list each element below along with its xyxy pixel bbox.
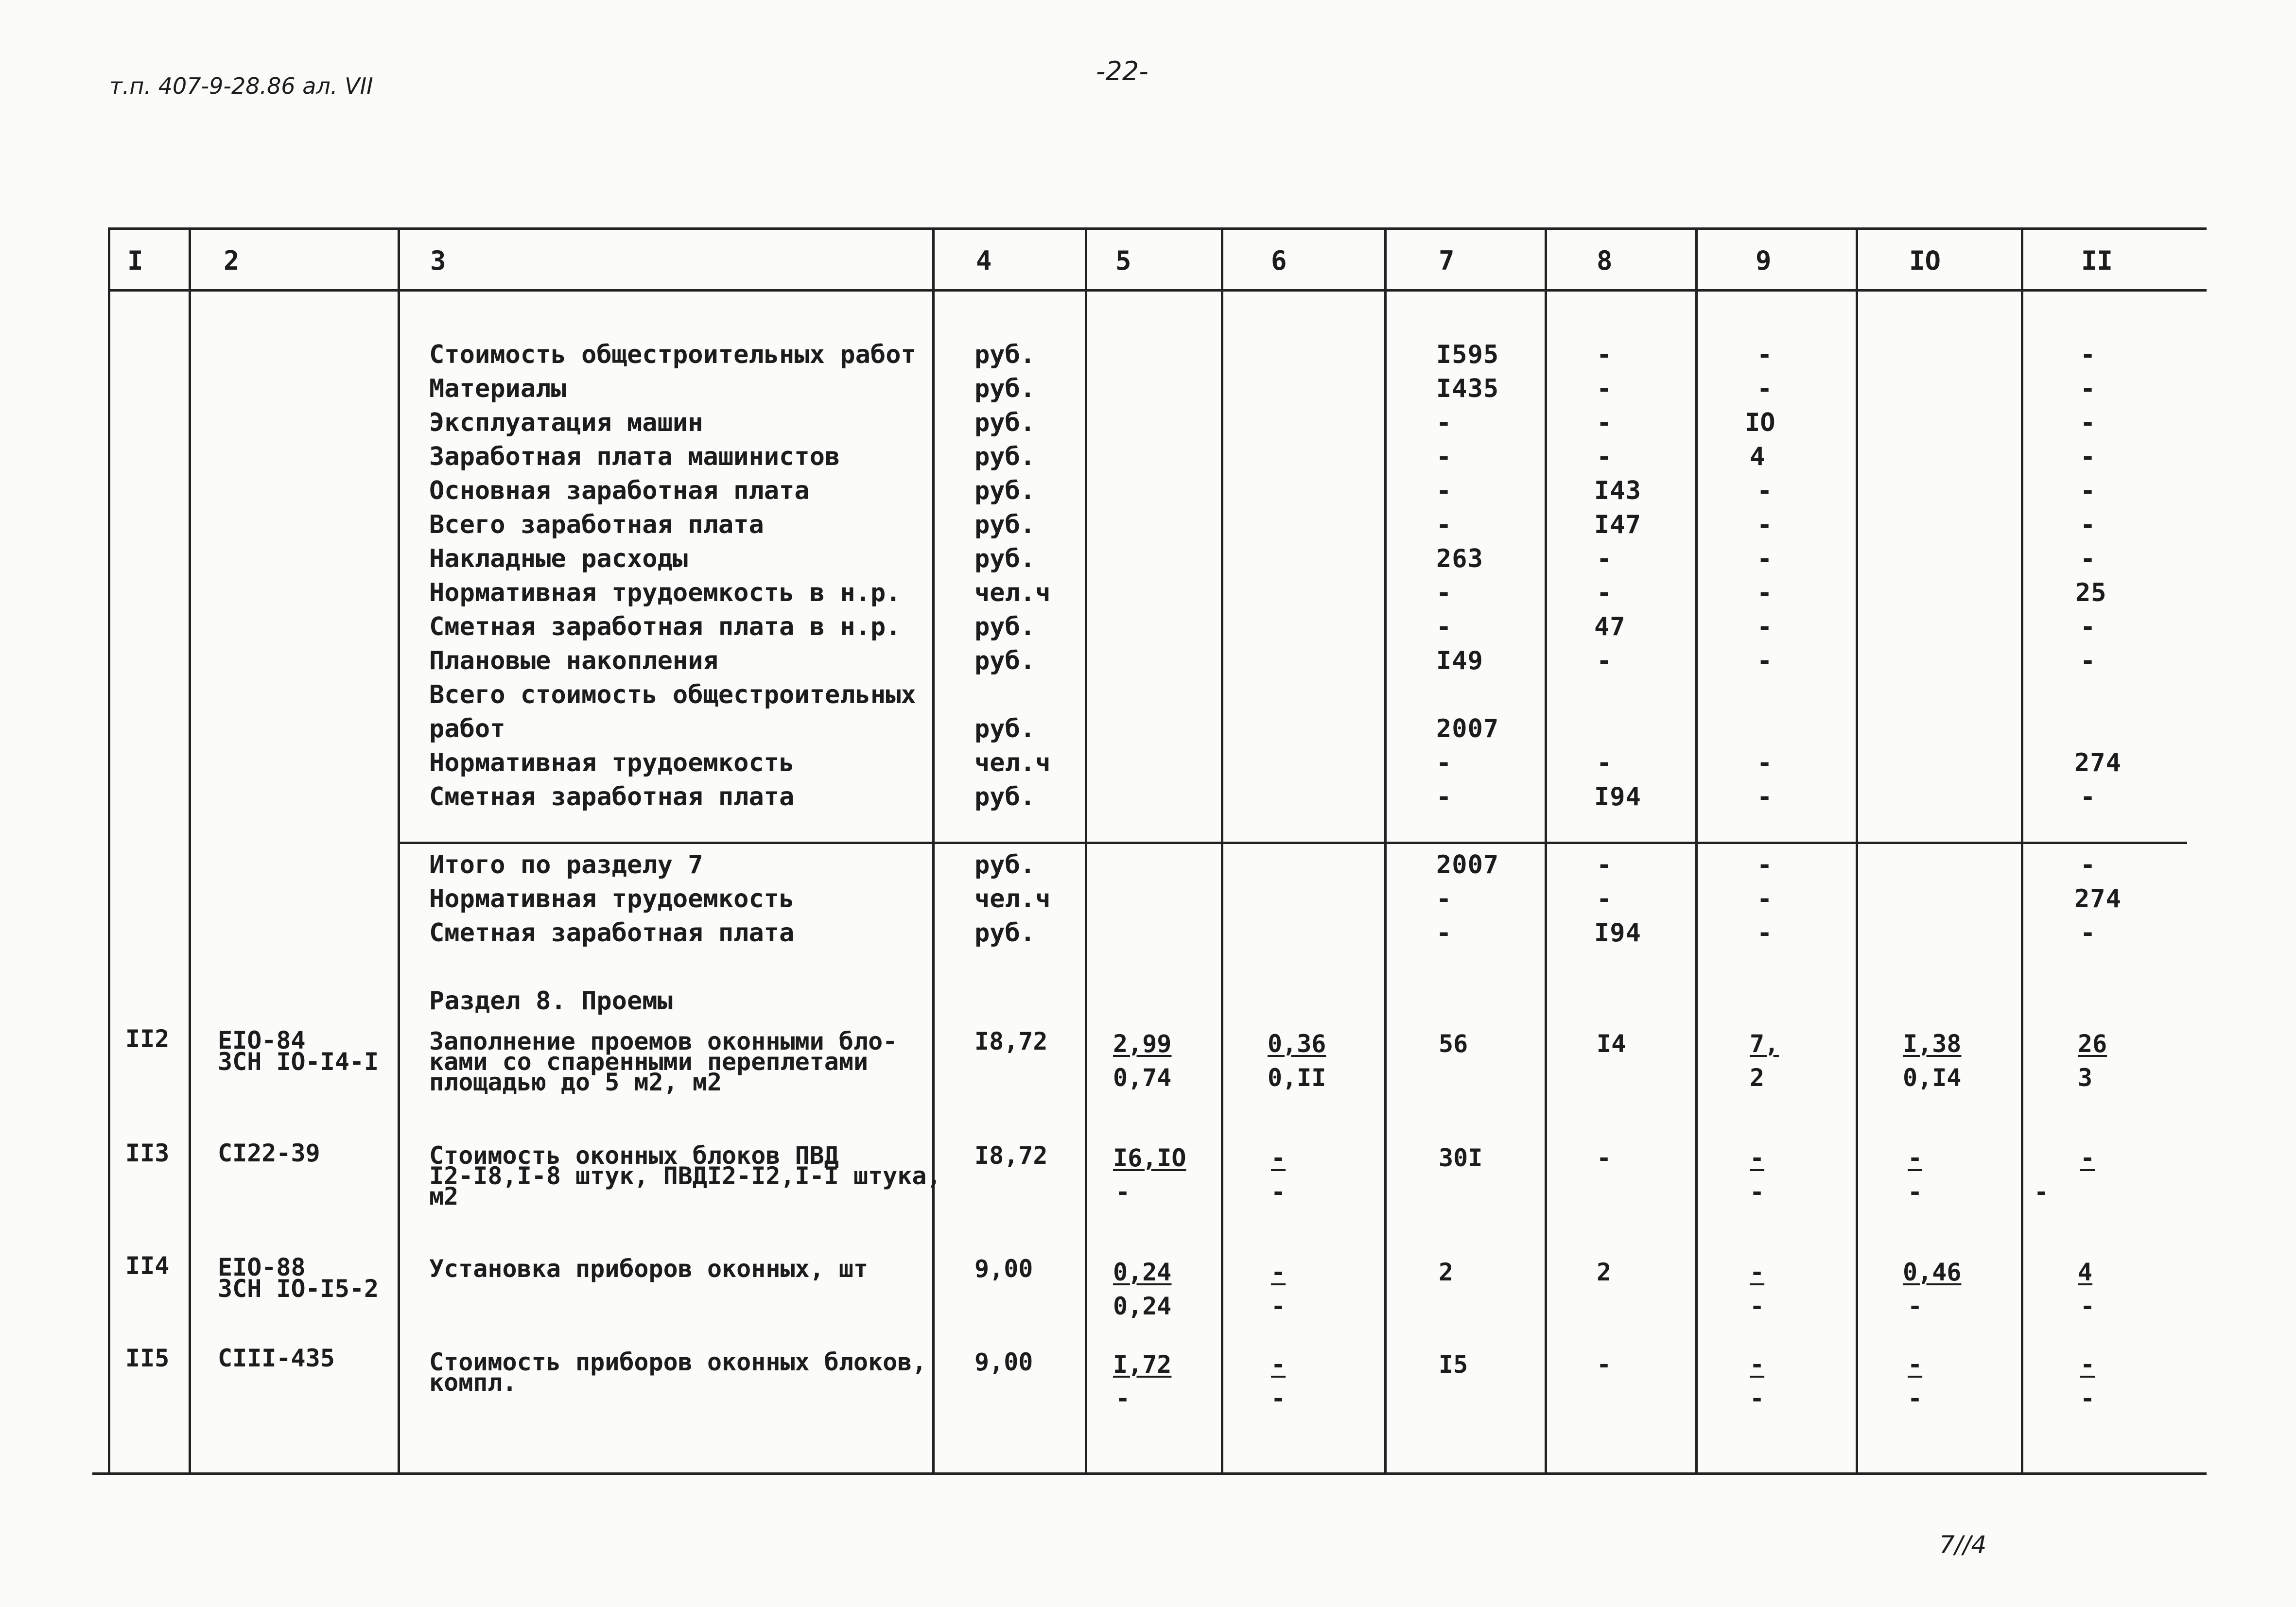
col8-value: - bbox=[1597, 374, 1612, 403]
col9-bottom: - bbox=[1750, 1292, 1765, 1320]
col9-top: - bbox=[1750, 1144, 1765, 1172]
col6-bottom: - bbox=[1271, 1292, 1286, 1320]
cost-item-name: работ bbox=[429, 714, 505, 743]
col6-top: 0,36 bbox=[1268, 1030, 1326, 1058]
unit-wage: 0,24 bbox=[1113, 1292, 1172, 1320]
col9-value: - bbox=[1757, 578, 1773, 607]
item-code: EIO-84 bbox=[218, 1026, 306, 1054]
col9-bottom: 2 bbox=[1750, 1064, 1765, 1092]
col7-value: 2007 bbox=[1436, 714, 1499, 743]
cost-item-name: Нормативная трудоемкость bbox=[429, 748, 795, 778]
col8-value: - bbox=[1597, 884, 1612, 914]
col9-value: - bbox=[1757, 884, 1773, 914]
col7-value: 263 bbox=[1436, 544, 1483, 573]
unit: руб. bbox=[974, 374, 1036, 403]
col11-value: - bbox=[2080, 646, 2096, 675]
col6-top: - bbox=[1271, 1350, 1286, 1379]
col6-top: - bbox=[1271, 1258, 1286, 1286]
unit-wage: - bbox=[1115, 1178, 1131, 1206]
col7-value: I5 bbox=[1439, 1350, 1468, 1379]
cost-item-name: Сметная заработная плата в н.р. bbox=[429, 612, 901, 641]
col7-value: - bbox=[1436, 782, 1452, 812]
item-number: II3 bbox=[125, 1139, 170, 1167]
unit-cost: I6,IO bbox=[1113, 1144, 1186, 1172]
header-col-7: 7 bbox=[1439, 245, 1455, 276]
section8-title: Раздел 8. Проемы bbox=[429, 986, 673, 1016]
unit-cost: 2,99 bbox=[1113, 1030, 1172, 1058]
col8-value: - bbox=[1597, 544, 1612, 573]
total-item-name: Нормативная трудоемкость bbox=[429, 884, 795, 914]
col-border-10 bbox=[2021, 227, 2023, 1472]
header-col-10: IO bbox=[1909, 245, 1941, 276]
cost-item-name: Всего заработная плата bbox=[429, 510, 764, 539]
unit: руб. bbox=[974, 646, 1036, 675]
unit: руб. bbox=[974, 714, 1036, 743]
col10-top: - bbox=[1908, 1350, 1923, 1379]
unit: чел.ч bbox=[974, 748, 1051, 778]
col11-bottom: - bbox=[2034, 1178, 2049, 1206]
col11-bottom: 3 bbox=[2078, 1064, 2093, 1092]
col9-value: IO bbox=[1745, 408, 1775, 437]
col8-value: - bbox=[1597, 850, 1612, 880]
table-bottom-rule bbox=[92, 1472, 2207, 1475]
col9-value: 4 bbox=[1750, 442, 1765, 471]
unit: руб. bbox=[974, 782, 1036, 812]
col9-value: - bbox=[1757, 374, 1773, 403]
col-border-5 bbox=[1221, 227, 1223, 1472]
col11-value: 274 bbox=[2074, 884, 2122, 914]
item-number: II2 bbox=[125, 1025, 170, 1053]
item-quantity: 9,00 bbox=[974, 1348, 1033, 1376]
col9-bottom: - bbox=[1750, 1384, 1765, 1413]
col8-value: - bbox=[1597, 748, 1612, 778]
header-col-6: 6 bbox=[1271, 245, 1287, 276]
col8-value: - bbox=[1597, 442, 1612, 471]
item-description-line: Заполнение проемов оконными бло- bbox=[429, 1027, 898, 1055]
col10-bottom: - bbox=[1908, 1384, 1923, 1413]
col11-value: - bbox=[2080, 408, 2096, 437]
col7-value: I49 bbox=[1436, 646, 1483, 675]
cost-item-name: Всего стоимость общестроительных bbox=[429, 680, 916, 709]
col9-top: - bbox=[1750, 1350, 1765, 1379]
col-border-3 bbox=[932, 227, 935, 1472]
item-description-line: Стоимость оконных блоков ПВД bbox=[429, 1141, 839, 1170]
col8-value: I43 bbox=[1594, 476, 1641, 505]
col11-value: - bbox=[2080, 442, 2096, 471]
header-col-1: I bbox=[127, 245, 143, 276]
col7-value: - bbox=[1436, 748, 1452, 778]
col8-value: - bbox=[1597, 340, 1612, 369]
unit: руб. bbox=[974, 408, 1036, 437]
item-quantity: I8,72 bbox=[974, 1141, 1048, 1170]
col7-value: I435 bbox=[1436, 374, 1499, 403]
header-col-3: 3 bbox=[430, 245, 446, 276]
col8-value: - bbox=[1597, 408, 1612, 437]
col7-value: - bbox=[1436, 884, 1452, 914]
col-border-6 bbox=[1384, 227, 1387, 1472]
col10-bottom: 0,I4 bbox=[1903, 1064, 1962, 1092]
cost-item-name: Плановые накопления bbox=[429, 646, 718, 675]
col10-top: - bbox=[1908, 1144, 1923, 1172]
col11-value: - bbox=[2080, 340, 2096, 369]
cost-item-name: Материалы bbox=[429, 374, 566, 403]
col8-value: I94 bbox=[1594, 782, 1641, 812]
item-code: CIII-435 bbox=[218, 1344, 335, 1372]
col7-value: 56 bbox=[1439, 1030, 1468, 1058]
item-code: CI22-39 bbox=[218, 1139, 320, 1167]
col7-value: - bbox=[1436, 612, 1452, 641]
col9-top: 7, bbox=[1750, 1030, 1779, 1058]
unit-wage: 0,74 bbox=[1113, 1064, 1172, 1092]
col9-bottom: - bbox=[1750, 1178, 1765, 1206]
col9-top: - bbox=[1750, 1258, 1765, 1286]
cost-item-name: Нормативная трудоемкость в н.р. bbox=[429, 578, 901, 607]
col11-top: 4 bbox=[2078, 1258, 2093, 1286]
col9-value: - bbox=[1757, 612, 1773, 641]
col10-bottom: - bbox=[1908, 1178, 1923, 1206]
header-col-9: 9 bbox=[1756, 245, 1772, 276]
unit: руб. bbox=[974, 918, 1036, 948]
col11-top: 26 bbox=[2078, 1030, 2107, 1058]
total-item-name: Итого по разделу 7 bbox=[429, 850, 703, 880]
col-border-9 bbox=[1856, 227, 1858, 1472]
header-col-11: II bbox=[2081, 245, 2113, 276]
col8-value: - bbox=[1597, 1350, 1612, 1379]
col11-bottom: - bbox=[2080, 1292, 2095, 1320]
item-description-line: м2 bbox=[429, 1182, 459, 1210]
col7-value: - bbox=[1436, 578, 1452, 607]
col7-value: - bbox=[1436, 442, 1452, 471]
unit: руб. bbox=[974, 850, 1036, 880]
col11-top: - bbox=[2080, 1350, 2095, 1379]
col8-value: I94 bbox=[1594, 918, 1641, 948]
col9-value: - bbox=[1757, 476, 1773, 505]
cost-item-name: Стоимость общестроительных работ bbox=[429, 340, 916, 369]
item-description-line: площадью до 5 м2, м2 bbox=[429, 1068, 722, 1096]
col7-value: 2007 bbox=[1436, 850, 1499, 880]
col-border-1 bbox=[189, 227, 191, 1472]
item-description-line: I2-I8,I-8 штук, ПВДI2-I2,I-I штука, bbox=[429, 1162, 941, 1190]
col7-value: 30I bbox=[1439, 1144, 1483, 1172]
item-code-secondary: ЗСН IO-I4-I bbox=[218, 1048, 379, 1076]
item-code: EIO-88 bbox=[218, 1253, 306, 1281]
item-quantity: 9,00 bbox=[974, 1255, 1033, 1283]
col10-bottom: - bbox=[1908, 1292, 1923, 1320]
subtotal-rule bbox=[399, 842, 2187, 844]
header-col-5: 5 bbox=[1115, 245, 1131, 276]
col7-value: - bbox=[1436, 476, 1452, 505]
col11-value: - bbox=[2080, 510, 2096, 539]
item-code-secondary: ЗСН IO-I5-2 bbox=[218, 1275, 379, 1303]
col11-value: 25 bbox=[2075, 578, 2107, 607]
item-quantity: I8,72 bbox=[974, 1027, 1048, 1055]
cost-item-name: Заработная плата машинистов bbox=[429, 442, 840, 471]
cost-item-name: Накладные расходы bbox=[429, 544, 688, 573]
col9-value: - bbox=[1757, 918, 1773, 948]
unit: руб. bbox=[974, 442, 1036, 471]
col8-value: I47 bbox=[1594, 510, 1641, 539]
header-bottom-rule bbox=[109, 289, 2207, 292]
col6-bottom: 0,II bbox=[1268, 1064, 1326, 1092]
col9-value: - bbox=[1757, 510, 1773, 539]
unit-cost: I,72 bbox=[1113, 1350, 1172, 1379]
cost-item-name: Основная заработная плата bbox=[429, 476, 810, 505]
unit: руб. bbox=[974, 340, 1036, 369]
col11-value: - bbox=[2080, 476, 2096, 505]
col11-value: - bbox=[2080, 544, 2096, 573]
item-description-line: Установка приборов оконных, шт bbox=[429, 1255, 869, 1283]
col-border-7 bbox=[1545, 227, 1547, 1472]
col9-value: - bbox=[1757, 782, 1773, 812]
col6-bottom: - bbox=[1271, 1178, 1286, 1206]
unit: руб. bbox=[974, 510, 1036, 539]
col11-top: - bbox=[2080, 1144, 2095, 1172]
footer-mark: 7//4 bbox=[1939, 1531, 1987, 1559]
item-description-line: Стоимость приборов оконных блоков, bbox=[429, 1348, 927, 1376]
col8-value: - bbox=[1597, 1144, 1612, 1172]
unit-cost: 0,24 bbox=[1113, 1258, 1172, 1286]
unit: чел.ч bbox=[974, 578, 1051, 607]
unit: руб. bbox=[974, 612, 1036, 641]
header-col-4: 4 bbox=[976, 245, 992, 276]
col8-value: - bbox=[1597, 578, 1612, 607]
item-description-line: компл. bbox=[429, 1368, 517, 1397]
col7-value: - bbox=[1436, 408, 1452, 437]
col9-value: - bbox=[1757, 340, 1773, 369]
col6-top: - bbox=[1271, 1144, 1286, 1172]
col11-value: - bbox=[2080, 782, 2096, 812]
col6-bottom: - bbox=[1271, 1384, 1286, 1413]
col11-value: - bbox=[2080, 850, 2096, 880]
unit: чел.ч bbox=[974, 884, 1051, 914]
col-border-0 bbox=[108, 227, 110, 1472]
unit: руб. bbox=[974, 544, 1036, 573]
table-top-rule bbox=[109, 227, 2207, 230]
page-number: -22- bbox=[1096, 56, 1148, 86]
header-col-8: 8 bbox=[1597, 245, 1613, 276]
total-item-name: Сметная заработная плата bbox=[429, 918, 795, 948]
col10-top: I,38 bbox=[1903, 1030, 1962, 1058]
col10-top: 0,46 bbox=[1903, 1258, 1962, 1286]
col9-value: - bbox=[1757, 646, 1773, 675]
header-col-2: 2 bbox=[224, 245, 240, 276]
document-code: т.п. 407-9-28.86 ал. VII bbox=[109, 73, 373, 99]
col8-value: I4 bbox=[1597, 1030, 1626, 1058]
col7-value: 2 bbox=[1439, 1258, 1454, 1286]
col9-value: - bbox=[1757, 748, 1773, 778]
unit-wage: - bbox=[1115, 1384, 1131, 1413]
col9-value: - bbox=[1757, 850, 1773, 880]
col11-bottom: - bbox=[2080, 1384, 2095, 1413]
col9-value: - bbox=[1757, 544, 1773, 573]
col7-value: - bbox=[1436, 918, 1452, 948]
item-number: II5 bbox=[125, 1344, 170, 1372]
col7-value: I595 bbox=[1436, 340, 1499, 369]
cost-item-name: Сметная заработная плата bbox=[429, 782, 795, 812]
col8-value: 2 bbox=[1597, 1258, 1612, 1286]
cost-item-name: Эксплуатация машин bbox=[429, 408, 703, 437]
item-number: II4 bbox=[125, 1252, 170, 1280]
unit: руб. bbox=[974, 476, 1036, 505]
col8-value: 47 bbox=[1594, 612, 1626, 641]
col8-value: - bbox=[1597, 646, 1612, 675]
item-description-line: ками со спаренными переплетами bbox=[429, 1048, 869, 1076]
col11-value: - bbox=[2080, 374, 2096, 403]
col7-value: - bbox=[1436, 510, 1452, 539]
col-border-2 bbox=[398, 227, 400, 1472]
col-border-4 bbox=[1085, 227, 1087, 1472]
col11-value: - bbox=[2080, 612, 2096, 641]
col11-value: 274 bbox=[2074, 748, 2122, 778]
col-border-8 bbox=[1695, 227, 1698, 1472]
col11-value: - bbox=[2080, 918, 2096, 948]
